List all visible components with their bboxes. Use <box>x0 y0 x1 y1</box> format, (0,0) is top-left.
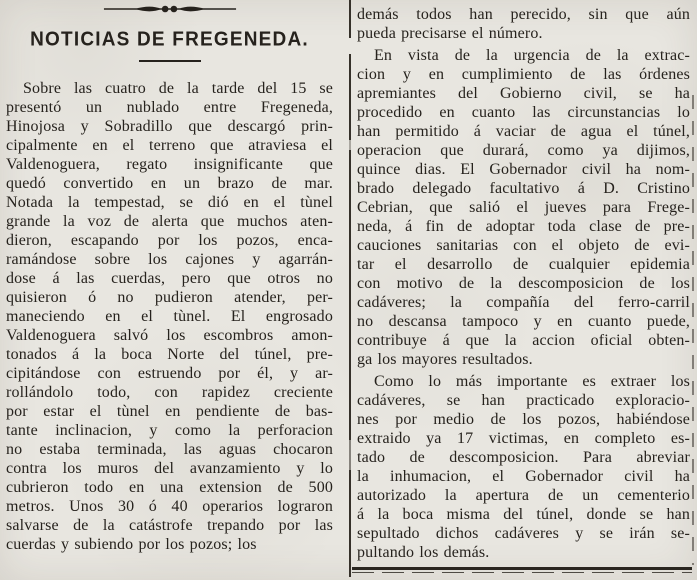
text-line: la inhumacion, el Gobernador civil ha <box>357 468 690 485</box>
text-line: Hinojosa y Sobradillo que descargó prin- <box>6 118 333 135</box>
text-line: quince dias. El Gobernador civil ha nom- <box>357 161 690 178</box>
title-underline-rule <box>139 60 201 62</box>
text-line: quedó convertido en un brazo de mar. <box>6 175 333 192</box>
text-line: extraido ya 17 victimas, en completo es- <box>357 430 690 447</box>
text-line: sepultado dichos cadáveres y se irán se- <box>357 525 690 542</box>
paragraph <box>357 5 690 43</box>
text-line: cion y en cumplimiento de las órdenes <box>357 66 690 83</box>
text-line: rollándolo todo, con rapidez creciente <box>6 384 333 401</box>
text-line: con motivo de la descomposicion de los <box>357 275 690 292</box>
left-column-text <box>6 79 333 554</box>
text-line: apremiantes del Gobierno civil, se ha <box>357 85 690 102</box>
text-line: ga los mayores resultados. <box>357 351 533 368</box>
text-line: contribuye á que la accion oficial obten- <box>357 332 690 349</box>
text-line: pueda precisarse el número. <box>357 25 543 42</box>
text-line: cadáveres; la compañía del ferro-carril <box>357 294 690 311</box>
left-column <box>6 0 333 554</box>
text-line: Sobre las cuatro de la tarde del 15 se <box>23 80 333 97</box>
text-line: operacion que durará, como ya dijimos, <box>357 142 690 159</box>
text-line: brado delegado facultativo á D. Cristino <box>357 180 690 197</box>
text-line: pultando los demás. <box>357 544 490 561</box>
text-line: han permitido á vaciar de agua el túnel, <box>357 123 690 140</box>
text-line: nes por medio de los pozos, habiéndose <box>357 411 690 428</box>
text-line: procedido en cuanto las circunstancias lo <box>357 104 690 121</box>
paragraph <box>6 79 333 554</box>
text-line: cauciones sanitarias con el objeto de evi- <box>357 237 690 254</box>
text-line: En vista de la urgencia de la extrac- <box>374 47 690 64</box>
text-line: tante inclinacion, y como la perforacion <box>6 422 333 439</box>
article-title: NOTICIAS DE FREGENEDA. <box>30 28 309 51</box>
text-line: Notada la tempestad, se dió en el tùnel <box>6 194 333 211</box>
column-divider-rule <box>349 0 351 577</box>
paragraph <box>357 46 690 369</box>
text-line: grande la voz de alerta que muchos aten- <box>6 213 333 230</box>
text-line: ramándose sobre los cajones y agarrán- <box>6 251 333 268</box>
section-end-rule-thin <box>352 572 692 573</box>
text-line: demás todos han perecido, sin que aún <box>357 6 690 23</box>
text-line: tar el desarrollo de cualquier epidemia <box>357 256 690 273</box>
text-line: presentó un nublado entre Fregeneda, <box>6 99 333 116</box>
text-line: autorizado la apertura de un cementerio <box>357 487 690 504</box>
text-line: maneciendo en el tùnel. El engrosado <box>6 308 333 325</box>
text-line: contra los muros del avanzamiento y lo <box>6 460 333 477</box>
text-line: dose á las cuerdas, pero que otros no <box>6 270 333 287</box>
adjacent-column-edge-rule <box>692 95 694 565</box>
ornamental-rule-icon <box>102 3 238 15</box>
text-line: neda, á fin de adoptar toda clase de pre- <box>357 218 690 235</box>
text-line: cadáveres, se han practicado exploracio- <box>357 392 690 409</box>
text-line: Cebrian, que salió el jueves para Frege- <box>357 199 690 216</box>
text-line: no descansa tampoco y en cuanto puede, <box>357 313 690 330</box>
text-line: tado de descomposicion. Para abreviar <box>357 449 690 466</box>
text-line: no estaba terminada, las aguas chocaron <box>6 441 333 458</box>
paragraph <box>357 372 690 562</box>
text-line: dieron, escapando por los pozos, enca- <box>6 232 333 249</box>
text-line: cipalmente en el terreno que atraviesa el <box>6 137 333 154</box>
text-line: cuerdas y subiendo por los pozos; los <box>6 536 257 553</box>
text-line: á la boca misma del túnel, donde se han <box>357 506 690 523</box>
text-line: Valdenoguera, regato insignificante que <box>6 156 333 173</box>
section-end-rule <box>352 567 692 575</box>
text-line: quisieron ó no pudieron atender, per- <box>6 289 333 306</box>
right-column <box>357 5 690 562</box>
text-line: cubrieron todo en una extension de 500 <box>6 479 333 496</box>
section-end-rule-thick <box>352 567 692 570</box>
text-line: tonados á la boca Norte del túnel, pre- <box>6 346 333 363</box>
text-line: metros. Unos 30 ó 40 operarios lograron <box>6 498 333 515</box>
right-column-text <box>357 5 690 562</box>
text-line: Como lo más importante es extraer los <box>374 373 690 390</box>
text-line: Valdenoguera salvó los escombros amon- <box>6 327 333 344</box>
text-line: por estar el tùnel en pendiente de bas- <box>6 403 333 420</box>
text-line: cipitándose con estruendo por él, y ar- <box>6 365 333 382</box>
text-line: salvarse de la catástrofe trepando por las <box>6 517 333 534</box>
